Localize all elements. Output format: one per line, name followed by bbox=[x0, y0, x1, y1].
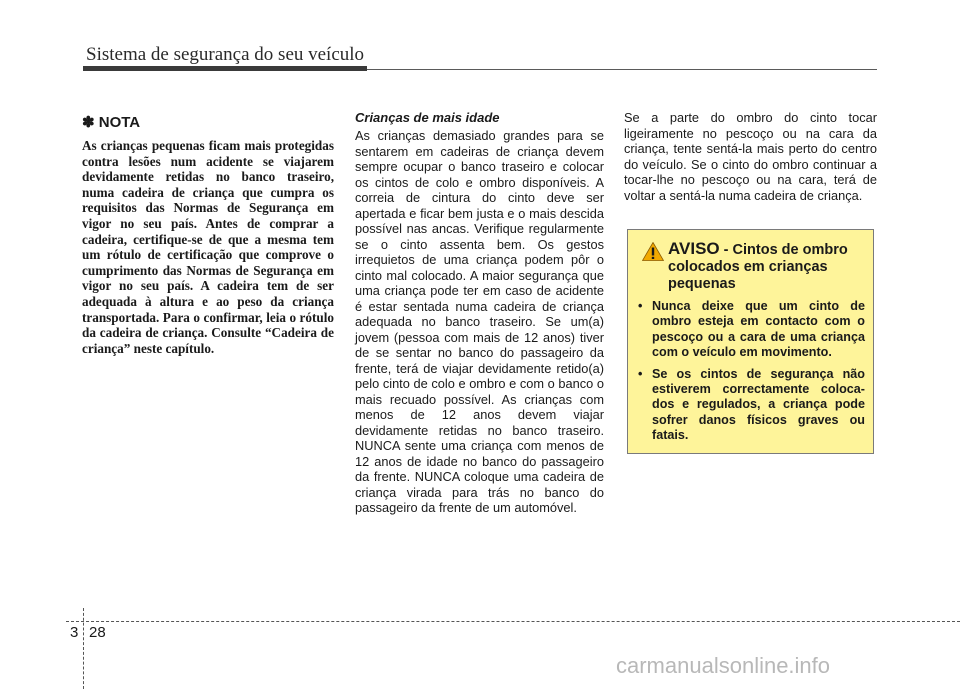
note-heading: ✽ NOTA bbox=[82, 114, 141, 131]
warning-item-text: Se os cintos de segurança não estiverem correctamente coloca-dos e regulados, a criança pode sofrer danos físicos graves ou fatais. bbox=[652, 366, 865, 443]
bullet-icon: • bbox=[638, 299, 643, 313]
warning-item-text: Nunca deixe que um cinto de ombro esteja em contacto com o pescoço ou a cara de uma criança com o veículo em movimento. bbox=[652, 299, 865, 360]
note-body: As crianças pequenas ficam mais protegidas contra lesões num acidente se viajarem devidamente retidas no banco traseiro, numa cadeira de criança que cumpra os requisitos das Normas de Segurança em vigor no seu país. Antes de comprar a cadeira, certifique-se de que a mesma tem um rótulo de certificação que comprove o cumprimento das Normas de Segurança em vigor no seu país. A cadeira tem de ser adequada à altura e ao peso da criança transportada. Para o confirmar, leia o rótulo da cadeira de criança. Consulte “Cadeira de criança” neste capítulo. bbox=[82, 138, 334, 356]
page-footer-line bbox=[66, 621, 960, 622]
shoulder-belt-text: Se a parte do ombro do cinto tocar ligeiramente no pescoço ou na cara da criança, tente sentá-la mais perto do centro do veículo. Se o cinto do ombro continuar a tocar-lhe no pescoço ou na cara, terá de voltar a sentá-la numa cadeira de criança. bbox=[624, 110, 877, 203]
watermark: carmanualsonline.info bbox=[616, 653, 831, 678]
chapter-number: 3 bbox=[70, 624, 79, 641]
page-header-title: Sistema de segurança do seu veículo bbox=[86, 44, 365, 65]
warning-triangle-icon bbox=[642, 242, 664, 261]
older-children-heading: Crianças de mais idade bbox=[355, 110, 500, 125]
warning-title: - Cintos de ombro colocados em crianças pequenas bbox=[668, 242, 848, 292]
warning-item bbox=[638, 367, 865, 444]
older-children-body: As crianças demasiado grandes para se sentarem em cadeiras de criança devem sempre ocupar o banco traseiro e colocar os cintos de colo e ombro disponíveis. A correia de cintura do cinto deve ser apertada e ficar bem justa e o mais descida possível nas ancas. Verifique regularmente se o cinto assenta bem. Os gestos irrequietos de uma criança podem pôr o cinto mal colocado. A maior segurança que uma criança pode ter em caso de acidente é estar sentada numa cadeira de criança adequada no banco traseiro. Se um(a) jovem (pessoa com mais de 12 anos) tiver de se sentar no banco do passageiro da frente, terá de viajar devidamente retido(a) pelo cinto de colo e ombro e com o banco o mais recuado possível. As crianças com menos de 12 anos devem viajar devidamente retidas no banco traseiro. NUNCA sente uma criança com menos de 12 anos de idade no banco do passageiro da frente. NUNCA coloque uma cadeira de criança virada para trás no banco do passageiro da frente de um automóvel. bbox=[355, 128, 604, 515]
older-children-column bbox=[355, 110, 604, 516]
header-rule-thick bbox=[83, 66, 367, 71]
warning-heading bbox=[638, 240, 865, 293]
warning-box bbox=[627, 229, 874, 454]
note-column bbox=[82, 110, 334, 356]
warning-item bbox=[638, 299, 865, 361]
warning-list bbox=[638, 299, 865, 444]
page-number: 28 bbox=[89, 624, 106, 641]
shoulder-belt-column bbox=[624, 110, 877, 203]
warning-label: AVISO bbox=[668, 239, 720, 258]
bullet-icon: • bbox=[638, 366, 643, 381]
header-rule-thin bbox=[367, 69, 877, 70]
